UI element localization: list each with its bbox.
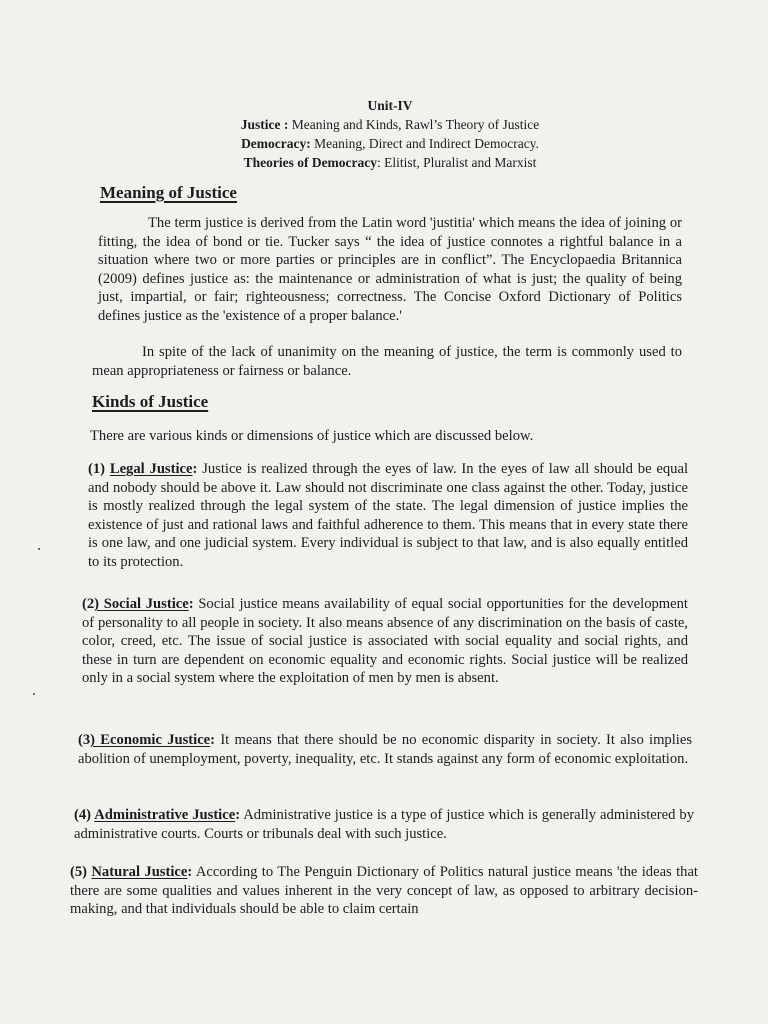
scan-speck bbox=[33, 693, 35, 695]
kind-social-justice: (2) Social Justice: Social justice means availability of equal social opportunities for the development of personality to all people in society. It also means absence of any discrimination on the basis of caste, color, creed, etc. The issue of social justice is associated with social equality and social rights, and these in turn are dependent on economic equality and economic rights. Social justice will be realized only in a social system where the exploitation of men by men is absent. bbox=[82, 596, 688, 687]
meaning-paragraph-1: The term justice is derived from the Latin word 'justitia' which means the idea of joining or fitting, the idea of bond or tie. Tucker says “ the idea of justice connotes a rightful balance in a situation where two or more parties or principles are in conflict”. The Encyclopaedia Britannica (2009) defines justice as: the maintenance or administration of what is just; the quality of being just, impartial, or fair; righteousness; correctness. The Concise Oxford Dictionary of Politics defines justice as the 'existence of a proper balance.' bbox=[98, 215, 682, 324]
kinds-heading: Kinds of Justice bbox=[92, 392, 209, 411]
header-line-theories: Theories of Democracy: Elitist, Pluralist and Marxist bbox=[243, 155, 537, 170]
kind-economic-justice: (3) Economic Justice: It means that there should be no economic disparity in society. It also implies abolition of unemployment, poverty, inequality, etc. It stands against any form of economic exploitation. bbox=[78, 732, 692, 767]
meaning-paragraph-2: In spite of the lack of unanimity on the meaning of justice, the term is commonly used to mean appropriateness or fairness or balance. bbox=[92, 344, 682, 379]
kind-natural-justice: (5) Natural Justice: According to The Penguin Dictionary of Politics natural justice means 'the ideas that there are some qualities and values inherent in the very concept of law, as opposed to arbitrary decision-making, and that individuals should be able to claim certain bbox=[70, 864, 698, 918]
kind-legal-justice: (1) Legal Justice: Justice is realized through the eyes of law. In the eyes of law all should be equal and nobody should be above it. Law should not discriminate one class against the other. Today, justice is mostly realized through the legal system of the state. The legal dimension of justice implies the existence of just and rational laws and faithful adherence to them. This means that in every state there is one law, and one judicial system. Every individual is subject to that law, and is also equally entitled to its protection. bbox=[88, 461, 688, 570]
header-line-democracy: Democracy: Meaning, Direct and Indirect Democracy. bbox=[241, 136, 539, 151]
unit-header bbox=[190, 96, 590, 172]
header-line-justice: Justice : Meaning and Kinds, Rawl’s Theory of Justice bbox=[240, 117, 540, 132]
kinds-intro: There are various kinds or dimensions of justice which are discussed below. bbox=[90, 428, 534, 444]
unit-title: Unit-IV bbox=[367, 98, 413, 113]
scan-speck bbox=[38, 548, 40, 550]
kind-administrative-justice: (4) Administrative Justice: Administrative justice is a type of justice which is generally administered by administrative courts. Courts or tribunals deal with such justice. bbox=[74, 807, 694, 842]
meaning-heading: Meaning of Justice bbox=[100, 183, 237, 202]
